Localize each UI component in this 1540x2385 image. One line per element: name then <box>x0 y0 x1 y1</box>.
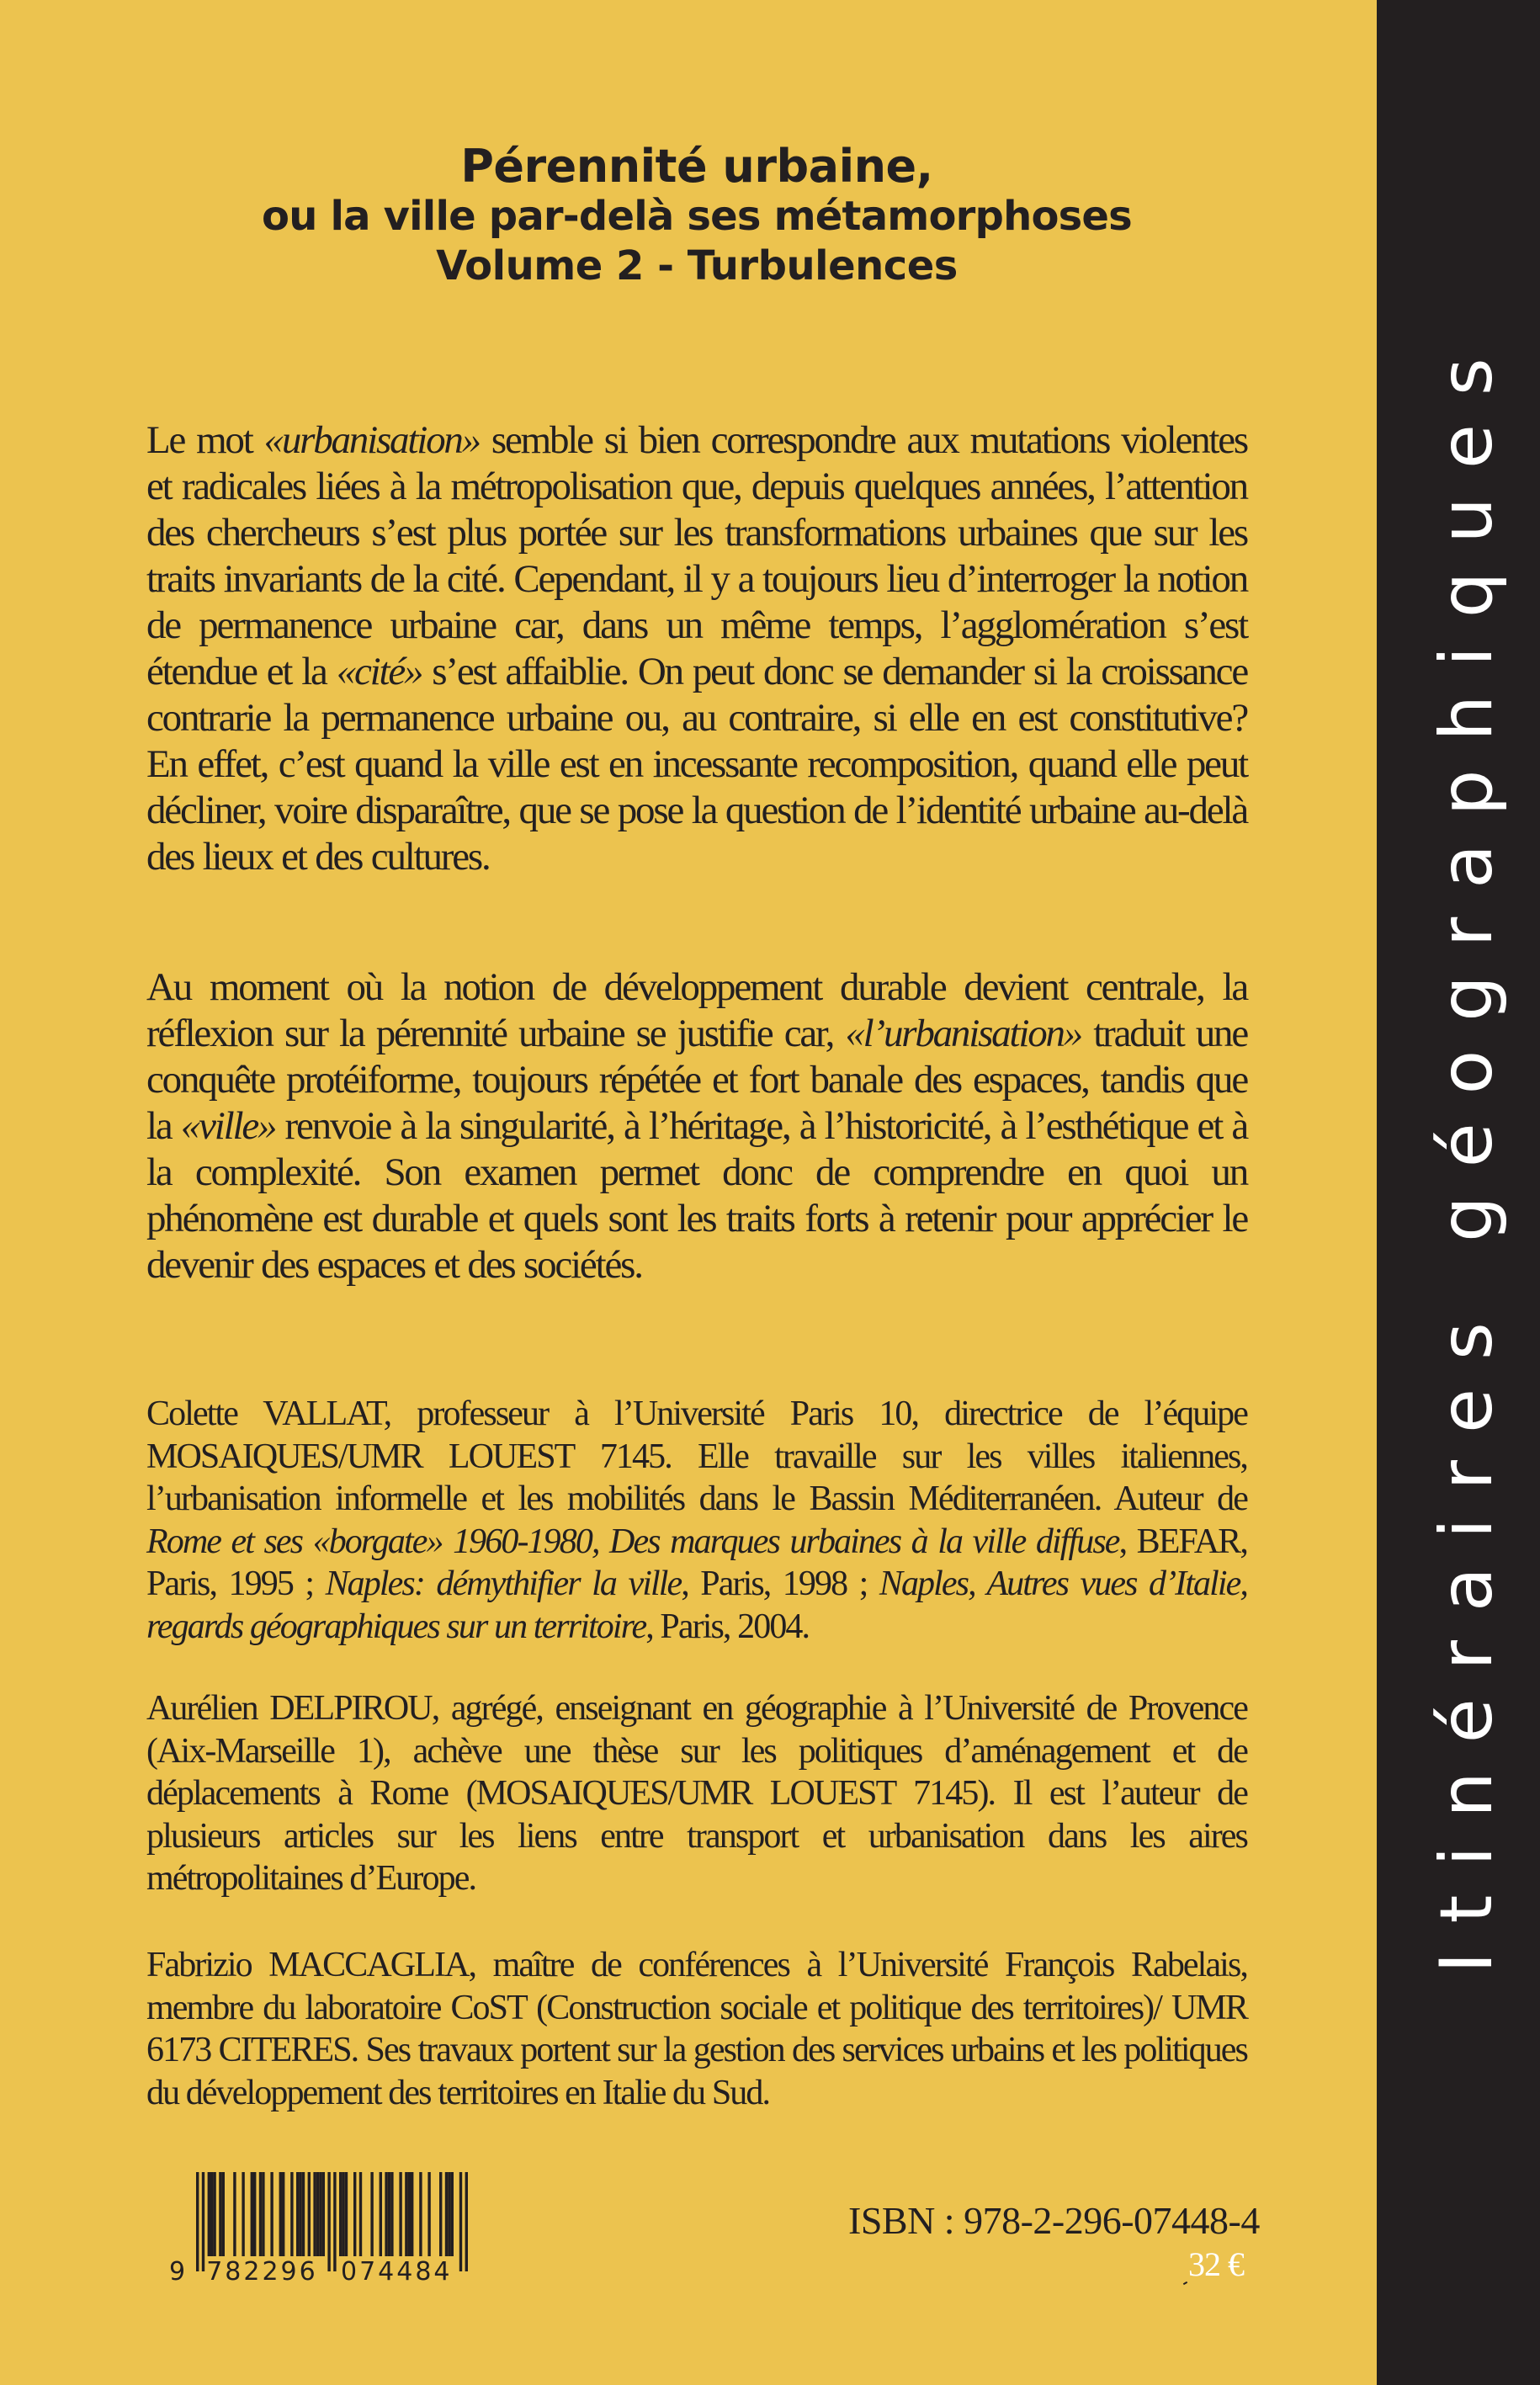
author-bio-vallat <box>146 1393 1247 1648</box>
summary-paragraph-2 <box>146 964 1247 1288</box>
series-title: Itinéraires géographiques <box>1425 329 1509 1973</box>
author-bio-text: Fabrizio MACCAGLIA, maître de conférences à l’Université François Rabelais, membre du laboratoire CoST (Construction sociale et politique des territoires)/ UMR 6173 CITERES. Ses travaux portent sur la gestion des services urbains et les politiques du développement des territoires en Italie du Sud. <box>146 1946 1247 2112</box>
author-bio-text: Aurélien DELPIROU, agrégé, enseignant en géographie à l’Université de Provence (Aix-Marseille 1), achève une thèse sur les politiques d’aménagement et de déplacements à Rome (MOSAIQUES/UMR LOUEST 7145). Il est l’auteur de plusieurs articles sur les liens entre transport et urbanisation dans les aires métropolitaines d’Europe. <box>146 1689 1247 1898</box>
author-bio-maccaglia <box>146 1944 1247 2114</box>
price-label: 32 € <box>1188 2245 1244 2283</box>
ean-barcode <box>165 2167 476 2285</box>
barcode-bars-icon <box>165 2167 476 2285</box>
svg-text:9: 9 <box>168 2257 189 2285</box>
summary-text: Le mot «urbanisation» semble si bien correspondre aux mutations violentes et radicales liées à la métropolisation que, depuis quelques années, l’attention des chercheurs s’est plus portée sur les transformations urbaines que sur les traits invariants de la cité. Cependant, il y a toujours lieu d’interroger la notion de permanence urbaine car, dans un même temps, l’agglomération s’est étendue et la «cité» s’est affaiblie. On peut donc se demander si la croissance contrarie la permanence urbaine ou, au contraire, si elle en est constitutive? En effet, c’est quand la ville est en incessante recomposition, quand elle peut décliner, voire disparaître, que se pose la question de l’identité urbaine au-delà des lieux et des cultures. <box>146 418 1247 879</box>
author-bio-text: Colette VALLAT, professeur à l’Université Paris 10, directrice de l’équipe MOSAIQUES/UMR LOUEST 7145. Elle travaille sur les villes italiennes, l’urbanisation informelle et les mobilités dans le Bassin Méditerranéen. Auteur de Rome et ses «borgate» 1960-1980, Des marques urbaines à la ville diffuse, BEFAR, Paris, 1995 ; Naples: démythifier la ville, Paris, 1998 ; Naples, Autres vues d’Italie, regards géographiques sur un territoire, Paris, 2004. <box>146 1394 1247 1646</box>
svg-text:074484: 074484 <box>341 2257 453 2285</box>
svg-text:782296: 782296 <box>206 2257 318 2285</box>
author-bio-delpirou <box>146 1687 1247 1900</box>
isbn-label: ISBN : 978-2-296-07448-4 <box>848 2199 1260 2242</box>
title-line-main: Pérennité urbaine, <box>460 140 933 193</box>
book-title <box>151 141 1242 291</box>
title-line-subtitle: ou la ville par-delà ses métamorphoses <box>262 193 1132 240</box>
summary-paragraph-1 <box>146 417 1247 880</box>
title-line-volume: Volume 2 - Turbulences <box>436 242 958 289</box>
summary-text: Au moment où la notion de développement durable devient centrale, la réflexion sur la pérennité urbaine se justifie car, «l’urbanisation» traduit une conquête protéiforme, toujours répétée et fort banale des espaces, tandis que la «ville» renvoie à la singularité, à l’héritage, à l’historicité, à l’esthétique et à la complexité. Son examen permet donc de comprendre en quoi un phénomène est durable et quels sont les traits forts à retenir pour apprécier le devenir des espaces et des sociétés. <box>146 965 1247 1287</box>
